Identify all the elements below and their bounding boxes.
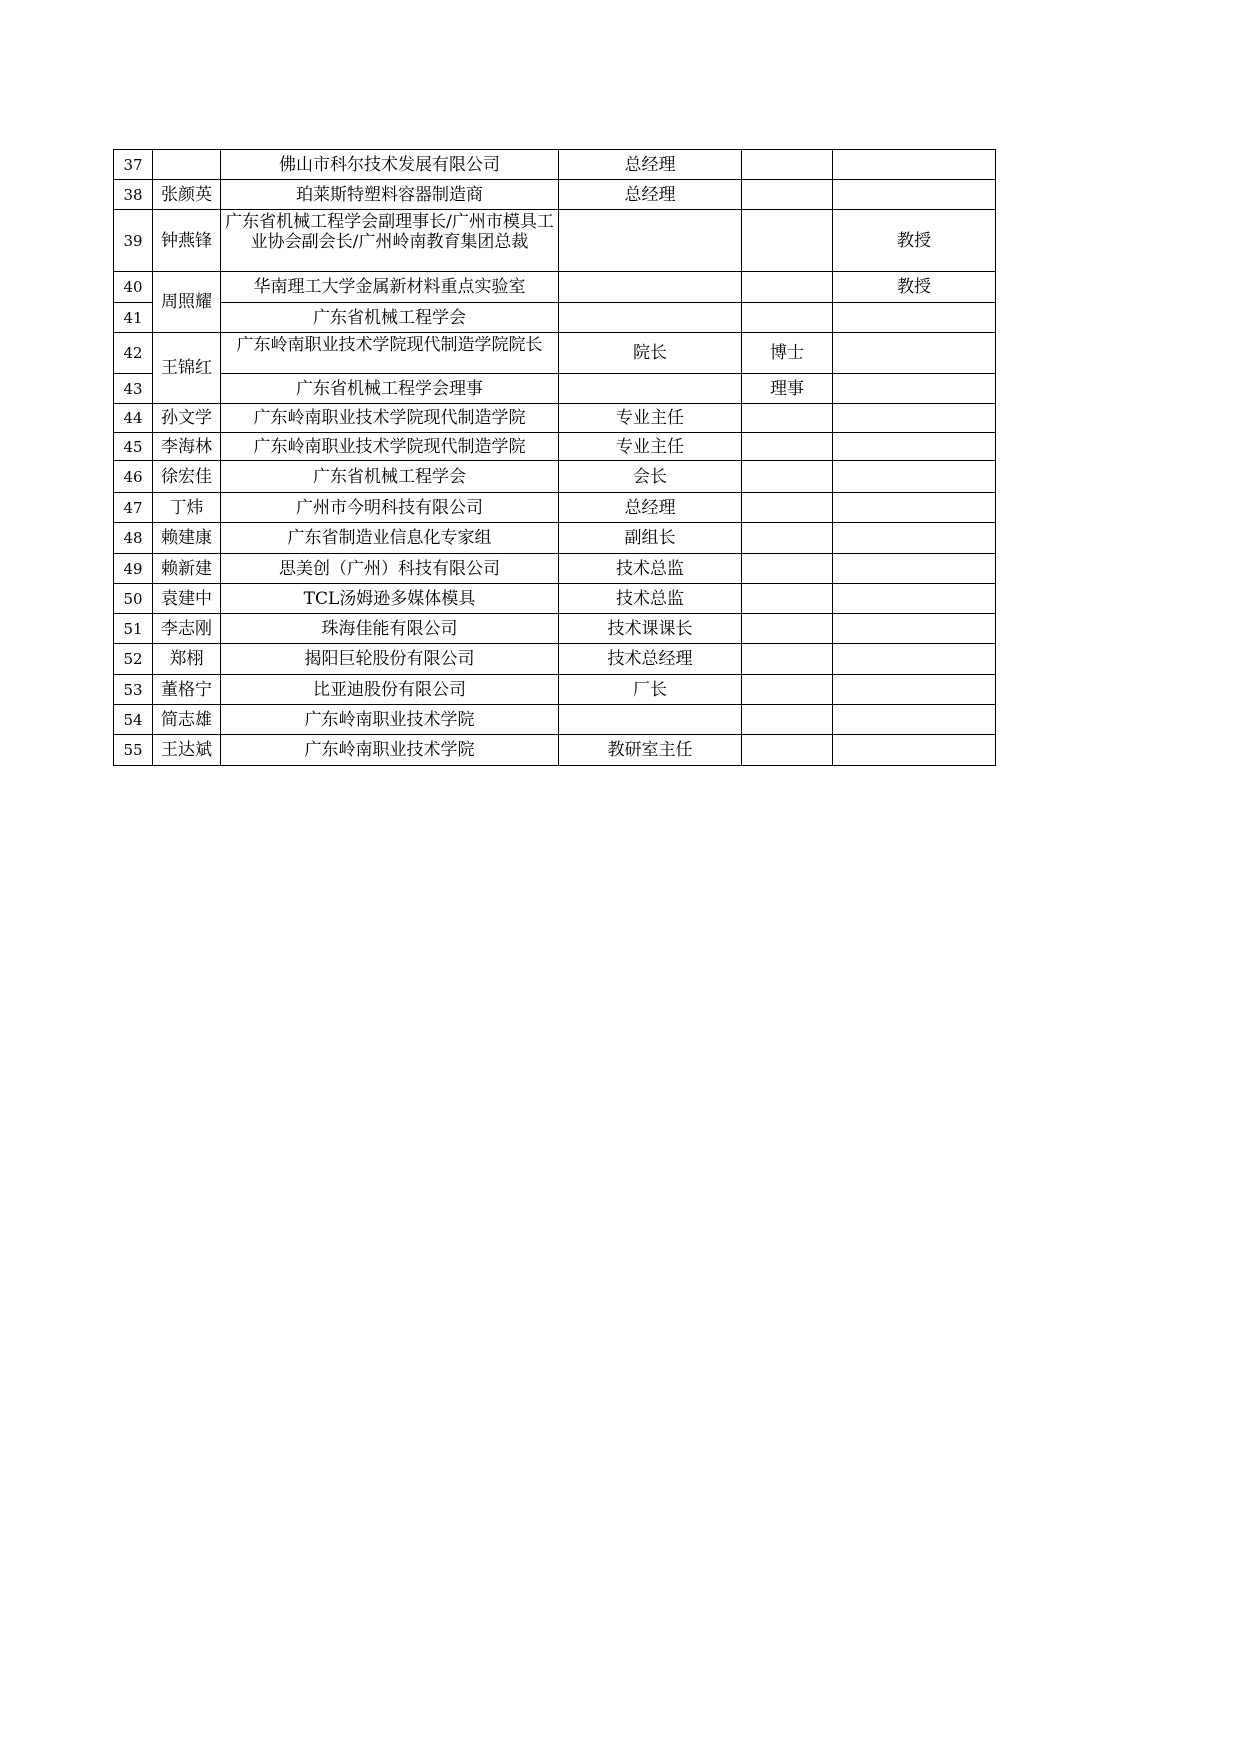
cell-name: 董格宁 (153, 675, 221, 705)
cell-org-text: 广东岭南职业技术学院现代制造学院院长 (236, 336, 543, 355)
cell-title (833, 523, 996, 554)
cell-name: 王达斌 (153, 735, 221, 766)
cell-degree (742, 554, 833, 584)
cell-org: 揭阳巨轮股份有限公司 (221, 644, 559, 675)
table-row (114, 433, 996, 461)
cell-no: 38 (114, 180, 153, 210)
cell-no: 46 (114, 461, 153, 493)
cell-name: 王锦红 (153, 333, 221, 404)
cell-no: 41 (114, 303, 153, 333)
cell-no: 37 (114, 150, 153, 180)
cell-title (833, 705, 996, 735)
cell-position: 总经理 (559, 493, 742, 523)
cell-name: 赖建康 (153, 523, 221, 554)
cell-position (559, 374, 742, 404)
cell-name: 张颜英 (153, 180, 221, 210)
table-row (114, 333, 996, 374)
cell-position: 技术总监 (559, 554, 742, 584)
cell-no: 43 (114, 374, 153, 404)
cell-title (833, 675, 996, 705)
cell-title (833, 333, 996, 374)
cell-degree (742, 433, 833, 461)
cell-no: 52 (114, 644, 153, 675)
cell-name: 丁炜 (153, 493, 221, 523)
cell-position: 技术总监 (559, 584, 742, 614)
cell-name: 赖新建 (153, 554, 221, 584)
cell-position: 总经理 (559, 180, 742, 210)
table-row (114, 554, 996, 584)
cell-degree (742, 461, 833, 493)
expert-table (113, 149, 996, 766)
table-row (114, 584, 996, 614)
cell-name (153, 150, 221, 180)
cell-name: 袁建中 (153, 584, 221, 614)
cell-org: 广东岭南职业技术学院现代制造学院 (221, 433, 559, 461)
cell-degree (742, 523, 833, 554)
cell-title (833, 433, 996, 461)
cell-title: 教授 (833, 272, 996, 303)
table-row (114, 461, 996, 493)
cell-no: 48 (114, 523, 153, 554)
table-row (114, 404, 996, 433)
cell-degree (742, 180, 833, 210)
cell-no: 40 (114, 272, 153, 303)
table-row (114, 614, 996, 644)
table-row (114, 374, 996, 404)
cell-position: 技术总经理 (559, 644, 742, 675)
cell-org: 广东岭南职业技术学院现代制造学院 (221, 404, 559, 433)
cell-org: TCL汤姆逊多媒体模具 (221, 584, 559, 614)
cell-title (833, 461, 996, 493)
cell-degree: 理事 (742, 374, 833, 404)
cell-name: 李海林 (153, 433, 221, 461)
spreadsheet-page (113, 149, 996, 766)
cell-title (833, 614, 996, 644)
cell-degree (742, 303, 833, 333)
cell-degree: 博士 (742, 333, 833, 374)
table-row (114, 705, 996, 735)
table-row (114, 303, 996, 333)
cell-no: 39 (114, 210, 153, 272)
cell-org: 广东岭南职业技术学院 (221, 735, 559, 766)
cell-position: 会长 (559, 461, 742, 493)
cell-no: 45 (114, 433, 153, 461)
cell-degree (742, 493, 833, 523)
cell-org: 广州市今明科技有限公司 (221, 493, 559, 523)
cell-position: 专业主任 (559, 433, 742, 461)
cell-org: 广东省机械工程学会理事 (221, 374, 559, 404)
cell-title (833, 554, 996, 584)
cell-degree (742, 404, 833, 433)
cell-org: 珀莱斯特塑料容器制造商 (221, 180, 559, 210)
table-row (114, 523, 996, 554)
cell-position (559, 272, 742, 303)
table-row (114, 272, 996, 303)
cell-position: 副组长 (559, 523, 742, 554)
cell-title (833, 150, 996, 180)
cell-degree (742, 735, 833, 766)
cell-position: 教研室主任 (559, 735, 742, 766)
cell-name: 周照耀 (153, 272, 221, 333)
cell-degree (742, 675, 833, 705)
cell-name: 孙文学 (153, 404, 221, 433)
cell-org: 广东岭南职业技术学院 (221, 705, 559, 735)
cell-no: 50 (114, 584, 153, 614)
cell-no: 51 (114, 614, 153, 644)
table-row (114, 735, 996, 766)
cell-position (559, 705, 742, 735)
cell-title (833, 584, 996, 614)
cell-degree (742, 614, 833, 644)
cell-position: 专业主任 (559, 404, 742, 433)
table-row (114, 150, 996, 180)
cell-no: 54 (114, 705, 153, 735)
table-row (114, 210, 996, 272)
cell-org: 广东省机械工程学会 (221, 461, 559, 493)
cell-name: 李志刚 (153, 614, 221, 644)
cell-no: 44 (114, 404, 153, 433)
cell-degree (742, 584, 833, 614)
cell-title (833, 644, 996, 675)
cell-title (833, 493, 996, 523)
cell-position (559, 210, 742, 272)
cell-degree (742, 705, 833, 735)
cell-position: 厂长 (559, 675, 742, 705)
cell-org-text: 广东省机械工程学会副理事长/广州市模具工业协会副会长/广州岭南教育集团总裁 (225, 211, 554, 252)
cell-title (833, 303, 996, 333)
cell-org (221, 210, 559, 272)
table-row (114, 493, 996, 523)
cell-org (221, 333, 559, 374)
cell-title (833, 404, 996, 433)
cell-position: 技术课课长 (559, 614, 742, 644)
cell-org: 比亚迪股份有限公司 (221, 675, 559, 705)
cell-degree (742, 150, 833, 180)
table-row (114, 675, 996, 705)
cell-org: 思美创（广州）科技有限公司 (221, 554, 559, 584)
cell-no: 42 (114, 333, 153, 374)
cell-degree (742, 272, 833, 303)
cell-name: 徐宏佳 (153, 461, 221, 493)
cell-title: 教授 (833, 210, 996, 272)
cell-name: 钟燕锋 (153, 210, 221, 272)
table-row (114, 180, 996, 210)
cell-position: 院长 (559, 333, 742, 374)
cell-name: 郑栩 (153, 644, 221, 675)
cell-no: 47 (114, 493, 153, 523)
cell-title (833, 180, 996, 210)
cell-no: 53 (114, 675, 153, 705)
table-row (114, 644, 996, 675)
cell-org: 广东省机械工程学会 (221, 303, 559, 333)
cell-title (833, 374, 996, 404)
cell-org: 珠海佳能有限公司 (221, 614, 559, 644)
cell-name: 简志雄 (153, 705, 221, 735)
cell-title (833, 735, 996, 766)
cell-no: 55 (114, 735, 153, 766)
cell-no: 49 (114, 554, 153, 584)
cell-position (559, 303, 742, 333)
cell-position: 总经理 (559, 150, 742, 180)
cell-org: 佛山市科尔技术发展有限公司 (221, 150, 559, 180)
cell-org: 广东省制造业信息化专家组 (221, 523, 559, 554)
cell-org: 华南理工大学金属新材料重点实验室 (221, 272, 559, 303)
cell-degree (742, 644, 833, 675)
cell-degree (742, 210, 833, 272)
